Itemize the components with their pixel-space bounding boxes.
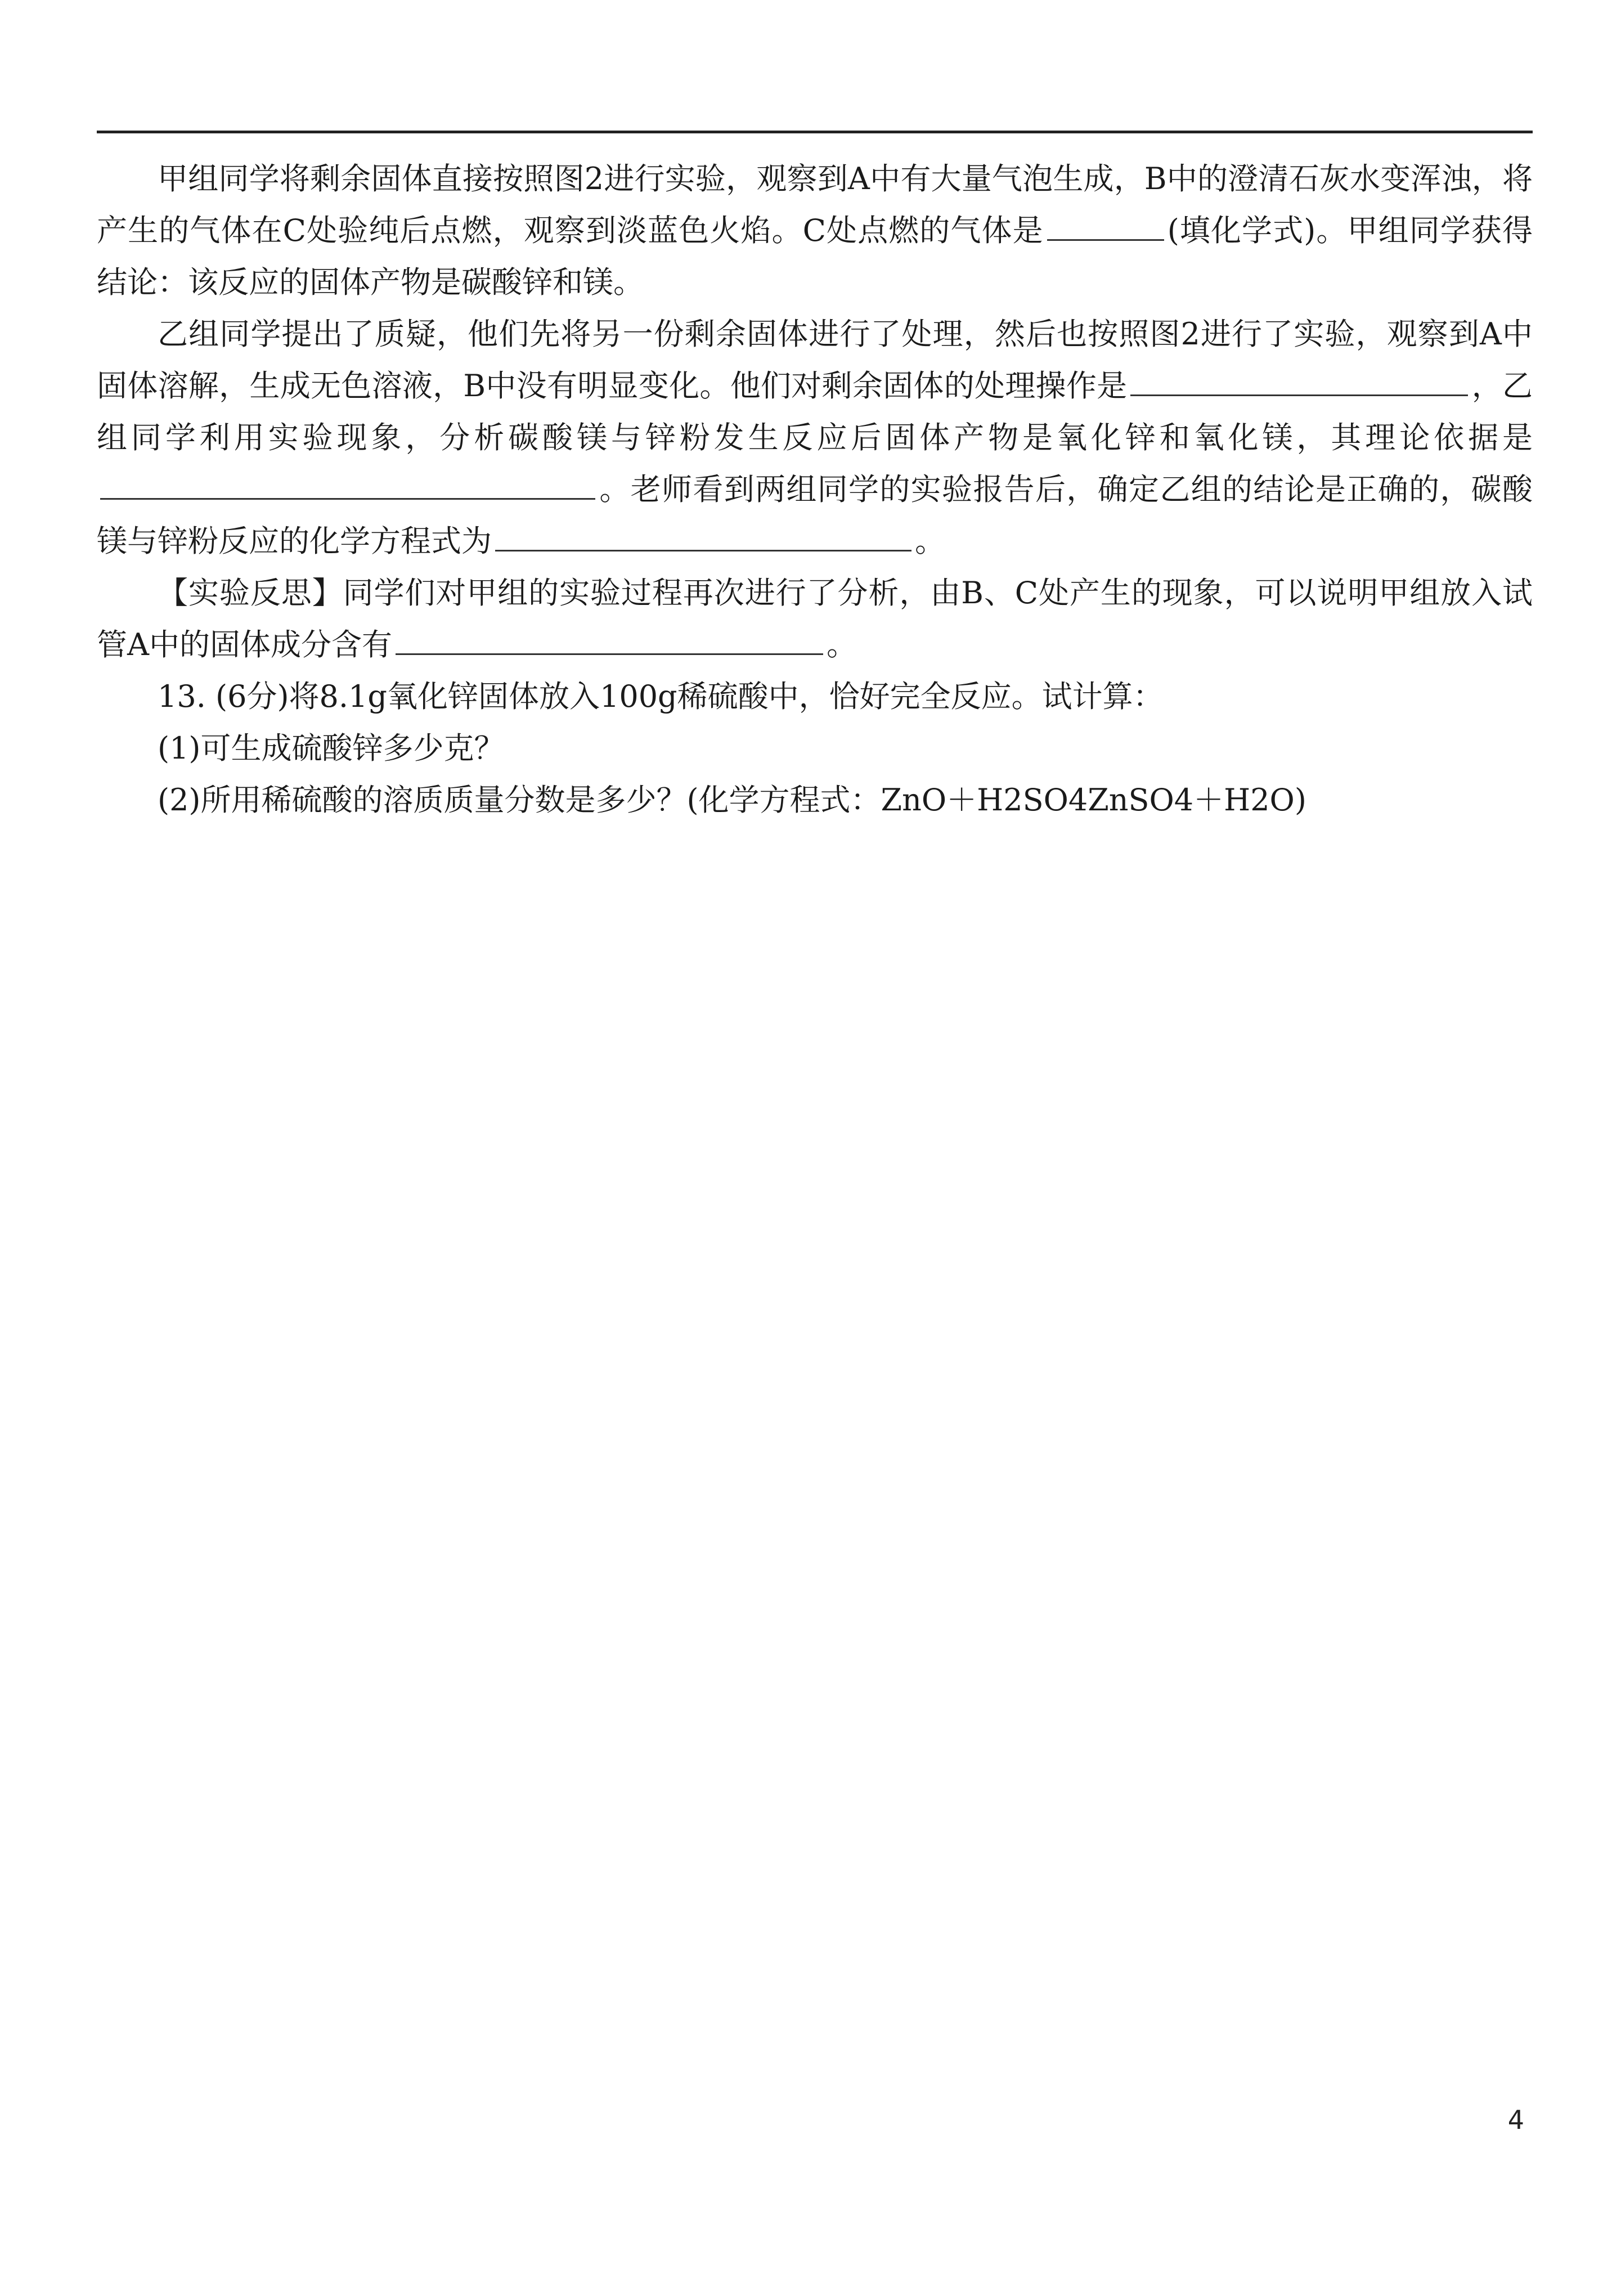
question-13-part-1 <box>97 723 1533 774</box>
answer-blank <box>396 622 823 655</box>
paragraph-text: (填化学式)。甲组同学获得结论：该反应的固体产物是碳酸锌和镁。 <box>97 213 1533 300</box>
answer-blank <box>1047 208 1164 241</box>
paragraph-text: 【实验反思】同学们对甲组的实验过程再次进行了分析，由B、C处产生的现象，可以说明甲组放入试管A中的固体成分含有 <box>97 575 1533 662</box>
answer-blank <box>495 518 911 551</box>
answer-blank <box>100 467 595 500</box>
question-13 <box>97 671 1533 723</box>
question-text: 13. (6分)将8.1g氧化锌固体放入100g稀硫酸中，恰好完全反应。试计算： <box>158 679 1164 714</box>
page-number: 4 <box>1507 2105 1524 2135</box>
paragraph-text: ，乙组同学利用实验现象，分析碳酸镁与锌粉发生反应后固体产物是氧化锌和氧化镁，其理论依据是 <box>97 368 1533 455</box>
paragraph-group-b <box>97 308 1533 567</box>
question-text: (2)所用稀硫酸的溶质质量分数是多少？(化学方程式：ZnO＋H2SO4ZnSO4＋H2O) <box>158 782 1306 818</box>
paragraph-text: 。老师看到两组同学的实验报告后，确定乙组的结论是正确的，碳酸镁与锌粉反应的化学方程式为 <box>97 472 1533 559</box>
paragraph-group-a <box>97 153 1533 308</box>
question-text: (1)可生成硫酸锌多少克？ <box>158 730 505 766</box>
header-rule <box>97 131 1533 133</box>
paragraph-reflection <box>97 567 1533 671</box>
paragraph-text: 。 <box>915 523 945 559</box>
paragraph-text: 。 <box>827 627 857 662</box>
paragraph-text: 乙组同学提出了质疑，他们先将另一份剩余固体进行了处理，然后也按照图2进行了实验，观察到A中固体溶解，生成无色溶液，B中没有明显变化。他们对剩余固体的处理操作是 <box>97 316 1533 403</box>
answer-blank <box>1130 363 1468 396</box>
question-13-part-2 <box>97 774 1533 826</box>
paragraph-text: 甲组同学将剩余固体直接按照图2进行实验，观察到A中有大量气泡生成，B中的澄清石灰水变浑浊，将产生的气体在C处验纯后点燃，观察到淡蓝色火焰。C处点燃的气体是 <box>97 161 1533 248</box>
document-body <box>97 153 1533 826</box>
